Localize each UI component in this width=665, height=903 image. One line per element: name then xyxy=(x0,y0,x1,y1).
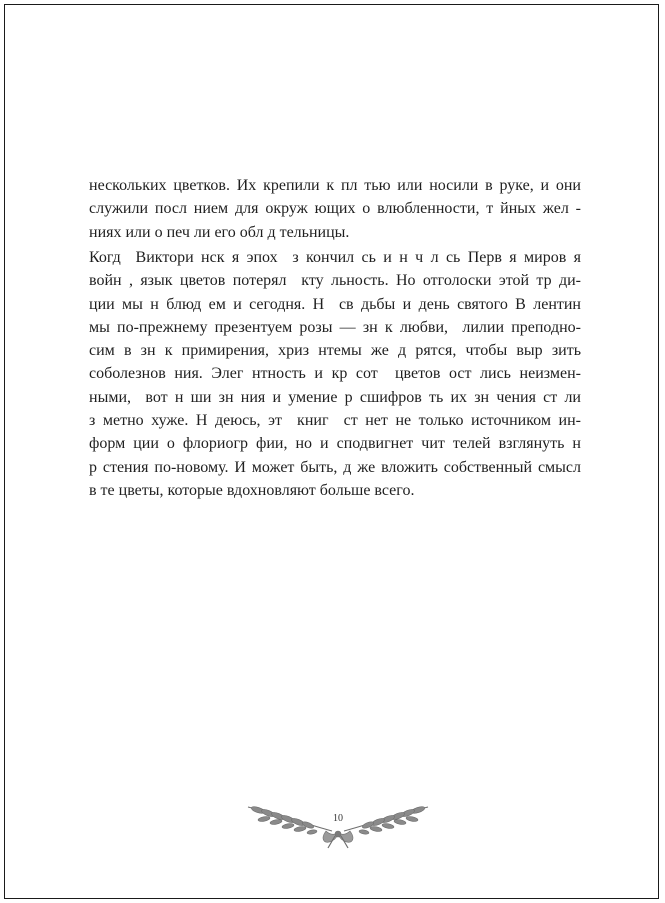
text-line: з метно хуже. Н деюсь, эт книг ст нет не только источником ин- xyxy=(89,412,581,430)
text-line: ции мы н блюд ем и сегодня. Н св дьбы и день святого В лентин xyxy=(89,295,581,313)
text-line: Когд Виктори нск я эпох з кончил сь и н ч л сь Перв я миров я xyxy=(89,249,581,266)
text-line: форм ции о флориогр фии, но и сподвигнет чит телей взглянуть н xyxy=(89,435,581,453)
text-line: служили посл нием для окруж ющих о влюбленности, т йных жел - xyxy=(89,200,581,218)
text-line: соболезнов ния. Элег нтность и кр сот цветов ост лись неизмен- xyxy=(89,365,581,383)
text-line: ниях или о печ ли его обл д тельницы. xyxy=(89,223,350,241)
text-line: в те цветы, которые вдохновляют больше всего. xyxy=(89,481,415,499)
book-page xyxy=(4,4,659,899)
text-line: войн , язык цветов потерял кту льность. Но отголоски этой тр ди- xyxy=(89,272,581,290)
laurel-branches-ornament-icon xyxy=(240,801,436,851)
paragraph-1 xyxy=(89,174,581,244)
text-line: мы по-прежнему презентуем розы — зн к любви, лилии преподно- xyxy=(89,318,581,336)
page-footer-ornament xyxy=(240,801,436,851)
text-line: ными, вот н ши зн ния и умение р сшифров ть их зн чения ст ли xyxy=(89,388,581,406)
text-line: нескольких цветков. Их крепили к пл тью или носили в руке, и они xyxy=(89,177,581,194)
paragraph-2 xyxy=(89,246,581,502)
text-line: р стения по-новому. И может быть, д же вложить собственный смысл xyxy=(89,458,581,476)
page-number: 10 xyxy=(333,813,343,824)
text-line: сим в зн к примирения, хриз нтемы же д рятся, чтобы выр зить xyxy=(89,342,581,360)
